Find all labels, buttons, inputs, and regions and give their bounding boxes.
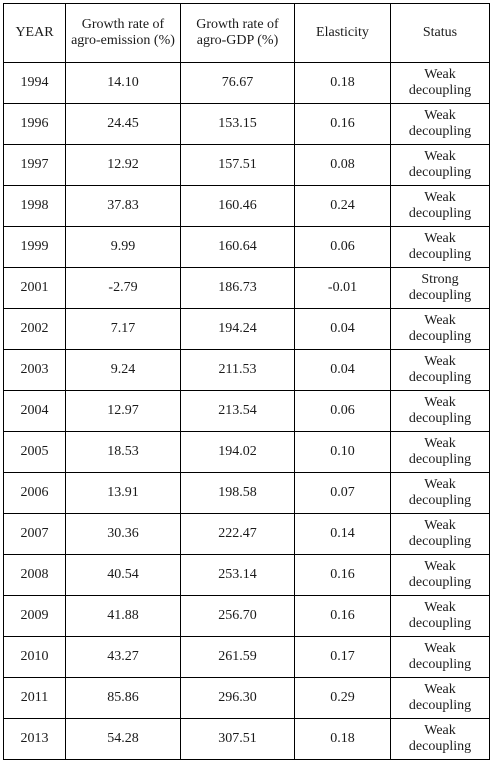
table-row bbox=[4, 514, 490, 555]
header-emission-growth: Growth rate of agro-emission (%) bbox=[66, 4, 181, 63]
cell-year: 1996 bbox=[4, 104, 66, 145]
cell-emission-growth: 7.17 bbox=[66, 309, 181, 350]
cell-year: 2009 bbox=[4, 596, 66, 637]
cell-status: Weak decoupling bbox=[391, 63, 490, 104]
cell-gdp-growth: 253.14 bbox=[181, 555, 295, 596]
cell-year: 2004 bbox=[4, 391, 66, 432]
cell-status: Weak decoupling bbox=[391, 596, 490, 637]
cell-year: 1997 bbox=[4, 145, 66, 186]
cell-gdp-growth: 307.51 bbox=[181, 719, 295, 760]
table-row bbox=[4, 473, 490, 514]
cell-status: Weak decoupling bbox=[391, 432, 490, 473]
table-row bbox=[4, 637, 490, 678]
cell-emission-growth: 12.92 bbox=[66, 145, 181, 186]
cell-gdp-growth: 76.67 bbox=[181, 63, 295, 104]
cell-elasticity: 0.18 bbox=[295, 719, 391, 760]
cell-status: Weak decoupling bbox=[391, 145, 490, 186]
cell-emission-growth: 18.53 bbox=[66, 432, 181, 473]
cell-emission-growth: 54.28 bbox=[66, 719, 181, 760]
header-year: YEAR bbox=[4, 4, 66, 63]
table-row bbox=[4, 678, 490, 719]
cell-emission-growth: 43.27 bbox=[66, 637, 181, 678]
cell-elasticity: 0.14 bbox=[295, 514, 391, 555]
cell-elasticity: 0.06 bbox=[295, 227, 391, 268]
table-row bbox=[4, 555, 490, 596]
table-row bbox=[4, 391, 490, 432]
cell-elasticity: 0.08 bbox=[295, 145, 391, 186]
cell-elasticity: 0.10 bbox=[295, 432, 391, 473]
cell-gdp-growth: 213.54 bbox=[181, 391, 295, 432]
cell-emission-growth: 14.10 bbox=[66, 63, 181, 104]
cell-year: 2010 bbox=[4, 637, 66, 678]
table-body bbox=[4, 63, 490, 760]
header-elasticity: Elasticity bbox=[295, 4, 391, 63]
cell-status: Weak decoupling bbox=[391, 350, 490, 391]
cell-status: Weak decoupling bbox=[391, 514, 490, 555]
table-row bbox=[4, 350, 490, 391]
cell-gdp-growth: 198.58 bbox=[181, 473, 295, 514]
cell-emission-growth: 37.83 bbox=[66, 186, 181, 227]
cell-elasticity: 0.04 bbox=[295, 309, 391, 350]
cell-year: 2001 bbox=[4, 268, 66, 309]
cell-emission-growth: -2.79 bbox=[66, 268, 181, 309]
cell-elasticity: 0.06 bbox=[295, 391, 391, 432]
cell-status: Weak decoupling bbox=[391, 227, 490, 268]
cell-year: 1994 bbox=[4, 63, 66, 104]
cell-elasticity: -0.01 bbox=[295, 268, 391, 309]
cell-gdp-growth: 211.53 bbox=[181, 350, 295, 391]
cell-emission-growth: 40.54 bbox=[66, 555, 181, 596]
cell-status: Weak decoupling bbox=[391, 678, 490, 719]
cell-year: 1998 bbox=[4, 186, 66, 227]
cell-gdp-growth: 157.51 bbox=[181, 145, 295, 186]
cell-gdp-growth: 194.02 bbox=[181, 432, 295, 473]
cell-elasticity: 0.07 bbox=[295, 473, 391, 514]
cell-status: Weak decoupling bbox=[391, 391, 490, 432]
table-row bbox=[4, 104, 490, 145]
table-row bbox=[4, 63, 490, 104]
cell-elasticity: 0.16 bbox=[295, 555, 391, 596]
table-row bbox=[4, 432, 490, 473]
decoupling-table-container bbox=[3, 3, 489, 759]
cell-gdp-growth: 256.70 bbox=[181, 596, 295, 637]
cell-year: 2005 bbox=[4, 432, 66, 473]
cell-gdp-growth: 261.59 bbox=[181, 637, 295, 678]
cell-gdp-growth: 186.73 bbox=[181, 268, 295, 309]
cell-year: 2003 bbox=[4, 350, 66, 391]
table-row bbox=[4, 309, 490, 350]
cell-status: Weak decoupling bbox=[391, 104, 490, 145]
cell-year: 2008 bbox=[4, 555, 66, 596]
cell-status: Weak decoupling bbox=[391, 473, 490, 514]
decoupling-table bbox=[3, 3, 490, 760]
cell-gdp-growth: 194.24 bbox=[181, 309, 295, 350]
cell-emission-growth: 12.97 bbox=[66, 391, 181, 432]
cell-elasticity: 0.24 bbox=[295, 186, 391, 227]
cell-gdp-growth: 222.47 bbox=[181, 514, 295, 555]
cell-gdp-growth: 296.30 bbox=[181, 678, 295, 719]
cell-elasticity: 0.16 bbox=[295, 596, 391, 637]
cell-status: Weak decoupling bbox=[391, 555, 490, 596]
header-gdp-growth: Growth rate of agro-GDP (%) bbox=[181, 4, 295, 63]
table-row bbox=[4, 145, 490, 186]
cell-emission-growth: 85.86 bbox=[66, 678, 181, 719]
cell-elasticity: 0.16 bbox=[295, 104, 391, 145]
cell-gdp-growth: 160.64 bbox=[181, 227, 295, 268]
table-row bbox=[4, 719, 490, 760]
cell-year: 2013 bbox=[4, 719, 66, 760]
cell-status: Weak decoupling bbox=[391, 719, 490, 760]
cell-year: 1999 bbox=[4, 227, 66, 268]
cell-emission-growth: 9.99 bbox=[66, 227, 181, 268]
cell-year: 2007 bbox=[4, 514, 66, 555]
cell-elasticity: 0.04 bbox=[295, 350, 391, 391]
cell-gdp-growth: 153.15 bbox=[181, 104, 295, 145]
cell-gdp-growth: 160.46 bbox=[181, 186, 295, 227]
table-row bbox=[4, 186, 490, 227]
cell-status: Strong decoupling bbox=[391, 268, 490, 309]
cell-status: Weak decoupling bbox=[391, 186, 490, 227]
cell-emission-growth: 9.24 bbox=[66, 350, 181, 391]
cell-elasticity: 0.18 bbox=[295, 63, 391, 104]
cell-status: Weak decoupling bbox=[391, 637, 490, 678]
cell-year: 2011 bbox=[4, 678, 66, 719]
cell-elasticity: 0.29 bbox=[295, 678, 391, 719]
cell-year: 2006 bbox=[4, 473, 66, 514]
cell-status: Weak decoupling bbox=[391, 309, 490, 350]
table-header-row bbox=[4, 4, 490, 63]
cell-emission-growth: 24.45 bbox=[66, 104, 181, 145]
cell-emission-growth: 30.36 bbox=[66, 514, 181, 555]
cell-emission-growth: 13.91 bbox=[66, 473, 181, 514]
table-row bbox=[4, 596, 490, 637]
table-row bbox=[4, 268, 490, 309]
cell-elasticity: 0.17 bbox=[295, 637, 391, 678]
cell-emission-growth: 41.88 bbox=[66, 596, 181, 637]
header-status: Status bbox=[391, 4, 490, 63]
cell-year: 2002 bbox=[4, 309, 66, 350]
table-row bbox=[4, 227, 490, 268]
